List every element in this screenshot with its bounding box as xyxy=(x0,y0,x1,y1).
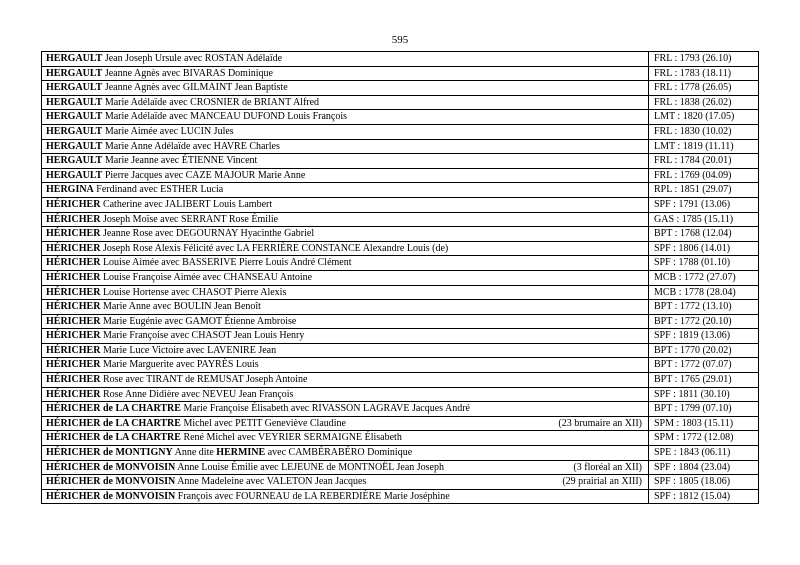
table-row xyxy=(42,168,759,183)
given-names-spouse: Anne dite xyxy=(172,447,217,459)
parish-date-reference: BPT : 1799 (07.10) xyxy=(649,402,759,417)
entry-content xyxy=(46,417,644,431)
parish-date-reference: SPM : 1772 (12.08) xyxy=(649,431,759,446)
entry-cell xyxy=(42,358,649,373)
surname: HÉRICHER xyxy=(46,286,101,298)
parish-date-reference: SPF : 1811 (30.10) xyxy=(649,387,759,402)
surname: HERGAULT xyxy=(46,111,103,123)
surname: HÉRICHER de LA CHARTRE xyxy=(46,432,181,444)
given-names-spouse: Marie Anne avec BOULIN Jean Benoît xyxy=(100,301,261,313)
surname: HERGAULT xyxy=(46,53,103,64)
spouse: avec CAMBÉRABÉRO Dominique xyxy=(265,447,413,459)
entry-content xyxy=(46,300,644,314)
entry-names xyxy=(46,96,319,110)
parish-date-reference: RPL : 1851 (29.07) xyxy=(649,183,759,198)
entry-names xyxy=(46,154,257,168)
entry-cell xyxy=(42,343,649,358)
given-names-spouse: Anne Madeleine avec VALETON Jean Jacques xyxy=(175,476,367,488)
entry-names xyxy=(46,183,223,197)
surname: HERGAULT xyxy=(46,67,103,79)
entry-cell xyxy=(42,110,649,125)
entry-content xyxy=(46,373,644,387)
table-row xyxy=(42,358,759,373)
entry-content xyxy=(46,183,644,197)
table-row xyxy=(42,475,759,490)
given-names-spouse: Jeanne Rose avec DEGOURNAY Hyacinthe Gabriel xyxy=(100,228,315,240)
entry-cell xyxy=(42,66,649,81)
given-names-spouse: Jean Joseph Ursule avec ROSTAN Adélaïde xyxy=(102,53,283,64)
given-names-spouse: Marie Marguerite avec PAYRÈS Louis xyxy=(100,359,259,371)
surname: HÉRICHER de MONVOISIN xyxy=(46,461,176,473)
parish-date-reference: SPF : 1804 (23.04) xyxy=(649,460,759,475)
table-row xyxy=(42,416,759,431)
parish-date-reference: SPF : 1805 (18.06) xyxy=(649,475,759,490)
entry-names xyxy=(46,213,278,227)
entry-cell xyxy=(42,314,649,329)
entry-names xyxy=(46,329,304,343)
entry-cell xyxy=(42,475,649,490)
surname: HERGAULT xyxy=(46,82,103,94)
entry-cell xyxy=(42,387,649,402)
entry-content xyxy=(46,110,644,124)
parish-date-reference: BPT : 1770 (20.02) xyxy=(649,343,759,358)
parish-date-reference: BPT : 1765 (29.01) xyxy=(649,373,759,388)
entry-cell xyxy=(42,446,649,461)
entry-content xyxy=(46,388,644,402)
parish-date-reference: SPF : 1812 (15.04) xyxy=(649,489,759,504)
entry-names xyxy=(46,227,314,241)
table-row xyxy=(42,52,759,67)
marriage-register-table xyxy=(41,51,759,504)
surname: HÉRICHER xyxy=(46,271,101,283)
surname: HÉRICHER xyxy=(46,257,101,269)
table-row xyxy=(42,81,759,96)
entry-names xyxy=(46,388,293,402)
given-names-spouse: Marie Françoise Élisabeth avec RIVASSON LAGRAVE Jacques André xyxy=(180,403,470,415)
parish-date-reference: FRL : 1793 (26.10) xyxy=(649,52,759,67)
entry-names xyxy=(46,198,272,212)
entry-names xyxy=(46,242,448,256)
entry-cell xyxy=(42,154,649,169)
table-row xyxy=(42,373,759,388)
table-row xyxy=(42,66,759,81)
table-row xyxy=(42,270,759,285)
given-names-spouse: François avec FOURNEAU de LA REBERDIÈRE Marie Joséphine xyxy=(175,490,450,502)
entry-cell xyxy=(42,285,649,300)
given-names-spouse: Michel avec PETIT Geneviève Claudine xyxy=(180,417,346,429)
entry-content xyxy=(46,96,644,110)
entry-names xyxy=(46,344,276,358)
entry-names xyxy=(46,358,259,372)
entry-content xyxy=(46,140,644,154)
parish-date-reference: FRL : 1783 (18.11) xyxy=(649,66,759,81)
alias-surname: HERMINE xyxy=(216,447,266,459)
parish-date-reference: SPF : 1791 (13.06) xyxy=(649,197,759,212)
entry-cell xyxy=(42,227,649,242)
entry-cell xyxy=(42,81,649,96)
table-row xyxy=(42,110,759,125)
entry-content xyxy=(46,329,644,343)
entry-cell xyxy=(42,460,649,475)
entry-names xyxy=(46,446,412,460)
entry-content xyxy=(46,169,644,183)
given-names-spouse: Marie Aimée avec LUCIN Jules xyxy=(102,125,234,137)
entry-names xyxy=(46,125,234,139)
entry-cell xyxy=(42,416,649,431)
entry-cell xyxy=(42,431,649,446)
surname: HÉRICHER de LA CHARTRE xyxy=(46,403,181,415)
table-row xyxy=(42,489,759,504)
table-row xyxy=(42,402,759,417)
entry-content xyxy=(46,213,644,227)
entry-cell xyxy=(42,489,649,504)
entry-names xyxy=(46,373,307,387)
entry-content xyxy=(46,286,644,300)
entry-content xyxy=(46,154,644,168)
given-names-spouse: Marie Anne Adélaïde avec HAVRE Charles xyxy=(102,140,280,152)
table-row xyxy=(42,431,759,446)
surname: HÉRICHER xyxy=(46,315,101,327)
given-names-spouse: Louise Françoise Aimée avec CHANSEAU Antoine xyxy=(100,271,313,283)
table-row xyxy=(42,460,759,475)
parish-date-reference: SPF : 1788 (01.10) xyxy=(649,256,759,271)
surname: HÉRICHER de LA CHARTRE xyxy=(46,417,181,429)
entry-content xyxy=(46,242,644,256)
table-row xyxy=(42,329,759,344)
parish-date-reference: FRL : 1830 (10.02) xyxy=(649,124,759,139)
parish-date-reference: FRL : 1838 (26.02) xyxy=(649,95,759,110)
entry-names xyxy=(46,300,261,314)
parish-date-reference: SPE : 1843 (06.11) xyxy=(649,446,759,461)
given-names-spouse: Marie Eugénie avec GAMOT Étienne Ambroise xyxy=(100,315,297,327)
given-names-spouse: Marie Adélaïde avec CROSNIER de BRIANT Alfred xyxy=(102,96,320,108)
entry-content xyxy=(46,358,644,372)
given-names-spouse: Joseph Moïse avec SERRANT Rose Émilie xyxy=(100,213,279,225)
given-names-spouse: Louise Aimée avec BASSERIVE Pierre Louis André Clément xyxy=(100,257,352,269)
entry-names xyxy=(46,271,312,285)
entry-content xyxy=(46,402,644,416)
page-number: 595 xyxy=(391,34,409,46)
table-row xyxy=(42,227,759,242)
entry-cell xyxy=(42,168,649,183)
surname: HÉRICHER de MONVOISIN xyxy=(46,490,176,502)
entry-names xyxy=(46,417,346,431)
entry-cell xyxy=(42,95,649,110)
entry-content xyxy=(46,344,644,358)
table-row xyxy=(42,343,759,358)
entry-names xyxy=(46,490,450,504)
given-names-spouse: Rose avec TIRANT de REMUSAT Joseph Antoine xyxy=(100,374,308,386)
entry-names xyxy=(46,140,280,154)
table-row xyxy=(42,212,759,227)
parish-date-reference: BPT : 1772 (20.10) xyxy=(649,314,759,329)
surname: HÉRICHER xyxy=(46,213,101,225)
given-names-spouse: Rose Anne Didière avec NEVEU Jean François xyxy=(100,388,294,400)
surname: HERGINA xyxy=(46,184,94,196)
surname: HÉRICHER xyxy=(46,198,101,210)
given-names-spouse: Ferdinand avec ESTHER Lucia xyxy=(93,184,224,196)
entry-content xyxy=(46,81,644,95)
republican-date-note: (29 prairial an XIII) xyxy=(562,476,642,488)
entry-cell xyxy=(42,183,649,198)
table-row xyxy=(42,95,759,110)
parish-date-reference: BPT : 1772 (13.10) xyxy=(649,300,759,315)
given-names-spouse: Louise Hortense avec CHASOT Pierre Alexis xyxy=(100,286,287,298)
entry-content xyxy=(46,227,644,241)
given-names-spouse: Jeanne Agnès avec BIVARAS Dominique xyxy=(102,67,273,79)
surname: HÉRICHER xyxy=(46,344,101,356)
entry-content xyxy=(46,256,644,270)
entry-content xyxy=(46,271,644,285)
surname: HÉRICHER de MONVOISIN xyxy=(46,476,176,488)
parish-date-reference: LMT : 1819 (11.11) xyxy=(649,139,759,154)
given-names-spouse: Marie Françoise avec CHASOT Jean Louis Henry xyxy=(100,330,305,342)
given-names-spouse: Marie Luce Victoire avec LAVENIRE Jean xyxy=(100,344,277,356)
entry-cell xyxy=(42,300,649,315)
entry-cell xyxy=(42,373,649,388)
surname: HERGAULT xyxy=(46,125,103,137)
entry-names xyxy=(46,67,273,81)
surname: HÉRICHER xyxy=(46,374,101,386)
entry-cell xyxy=(42,329,649,344)
entry-cell xyxy=(42,52,649,67)
register-body xyxy=(42,52,759,504)
surname: HERGAULT xyxy=(46,96,103,108)
given-names-spouse: Anne Louise Émilie avec LEJEUNE de MONTNOËL Jean Joseph xyxy=(175,461,444,473)
table-row xyxy=(42,183,759,198)
entry-names xyxy=(46,169,305,183)
parish-date-reference: FRL : 1778 (26.05) xyxy=(649,81,759,96)
entry-names xyxy=(46,256,352,270)
table-row xyxy=(42,256,759,271)
surname: HÉRICHER de MONTIGNY xyxy=(46,447,173,459)
entry-content xyxy=(46,490,644,504)
parish-date-reference: SPM : 1803 (15.11) xyxy=(649,416,759,431)
republican-date-note: (23 brumaire an XII) xyxy=(558,417,642,429)
entry-cell xyxy=(42,256,649,271)
surname: HÉRICHER xyxy=(46,301,101,313)
given-names-spouse: René Michel avec VEYRIER SERMAIGNE Élisabeth xyxy=(180,432,402,444)
table-row xyxy=(42,139,759,154)
entry-names xyxy=(46,52,282,66)
surname: HÉRICHER xyxy=(46,359,101,371)
surname: HERGAULT xyxy=(46,155,103,167)
entry-cell xyxy=(42,270,649,285)
entry-names xyxy=(46,81,288,95)
parish-date-reference: MCB : 1772 (27.07) xyxy=(649,270,759,285)
parish-date-reference: MCB : 1778 (28.04) xyxy=(649,285,759,300)
surname: HÉRICHER xyxy=(46,330,101,342)
parish-date-reference: BPT : 1768 (12.04) xyxy=(649,227,759,242)
entry-cell xyxy=(42,124,649,139)
given-names-spouse: Pierre Jacques avec CAZE MAJOUR Marie Anne xyxy=(102,169,306,181)
entry-content xyxy=(46,125,644,139)
entry-content xyxy=(46,315,644,329)
table-row xyxy=(42,387,759,402)
entry-names xyxy=(46,461,444,475)
parish-date-reference: FRL : 1769 (04.09) xyxy=(649,168,759,183)
given-names-spouse: Catherine avec JALIBERT Louis Lambert xyxy=(100,198,273,210)
republican-date-note: (3 floréal an XII) xyxy=(573,461,642,473)
entry-names xyxy=(46,286,286,300)
parish-date-reference: SPF : 1806 (14.01) xyxy=(649,241,759,256)
entry-cell xyxy=(42,197,649,212)
table-row xyxy=(42,241,759,256)
table-row xyxy=(42,446,759,461)
entry-cell xyxy=(42,241,649,256)
parish-date-reference: LMT : 1820 (17.05) xyxy=(649,110,759,125)
entry-content xyxy=(46,431,644,445)
entry-cell xyxy=(42,212,649,227)
parish-date-reference: GAS : 1785 (15.11) xyxy=(649,212,759,227)
given-names-spouse: Joseph Rose Alexis Félicité avec LA FERRIÈRE CONSTANCE Alexandre Louis (de) xyxy=(100,242,449,254)
given-names-spouse: Marie Jeanne avec ÉTIENNE Vincent xyxy=(102,155,258,167)
entry-content xyxy=(46,446,644,460)
entry-names xyxy=(46,431,402,445)
entry-names xyxy=(46,475,366,489)
table-row xyxy=(42,314,759,329)
table-row xyxy=(42,285,759,300)
entry-content xyxy=(46,198,644,212)
parish-date-reference: FRL : 1784 (20.01) xyxy=(649,154,759,169)
table-row xyxy=(42,197,759,212)
surname: HÉRICHER xyxy=(46,242,101,254)
table-row xyxy=(42,154,759,169)
entry-content xyxy=(46,461,644,475)
parish-date-reference: BPT : 1772 (07.07) xyxy=(649,358,759,373)
entry-content xyxy=(46,475,644,489)
entry-content xyxy=(46,52,644,66)
entry-cell xyxy=(42,139,649,154)
entry-cell xyxy=(42,402,649,417)
parish-date-reference: SPF : 1819 (13.06) xyxy=(649,329,759,344)
surname: HERGAULT xyxy=(46,169,103,181)
entry-content xyxy=(46,67,644,81)
given-names-spouse: Marie Adélaïde avec MANCEAU DUFOND Louis François xyxy=(102,111,348,123)
surname: HÉRICHER xyxy=(46,388,101,400)
entry-names xyxy=(46,110,347,124)
entry-names xyxy=(46,402,470,416)
surname: HÉRICHER xyxy=(46,228,101,240)
table-row xyxy=(42,124,759,139)
table-row xyxy=(42,300,759,315)
surname: HERGAULT xyxy=(46,140,103,152)
entry-names xyxy=(46,315,296,329)
given-names-spouse: Jeanne Agnès avec GILMAINT Jean Baptiste xyxy=(102,82,288,94)
